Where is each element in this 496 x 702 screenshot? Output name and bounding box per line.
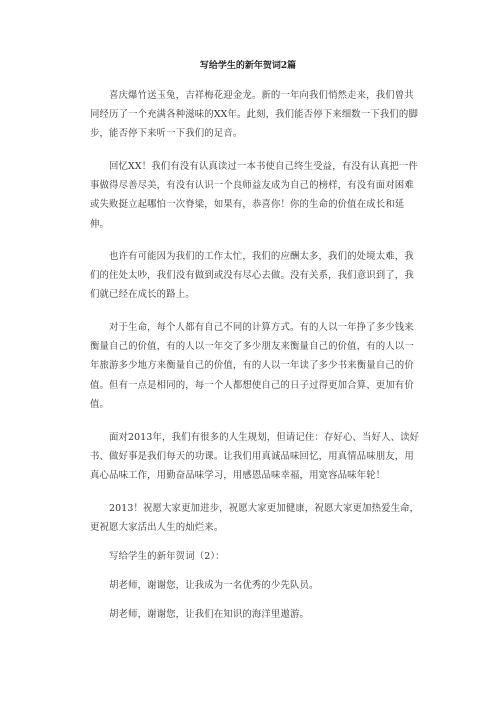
paragraph-9: 胡老师，谢谢您，让我们在知识的海洋里遨游。 <box>109 609 310 620</box>
paragraph-2: 回忆XX！我们有没有认真读过一本书使自己终生受益，有没有认真把一件事做得尽善尽美，有没有认识一个良师益友成为自己的榜样，有没有面对困难或失败挺立起哪怕一次脊梁，如果有，恭喜你！你的生命的价值在成长和延伸。 <box>90 161 418 230</box>
paragraph-8: 胡老师，谢谢您，让我成为一名优秀的少先队员。 <box>109 580 319 591</box>
paragraph-4: 对于生命，每个人都有自己不同的计算方式。有的人以一年挣了多少钱来衡量自己的价值，有的人以一年交了多少朋友来衡量自己的价值，有的人以一年旅游多少地方来衡量自己的价值，有的人以一年读了多少书来衡量自己的价值。但有一点是相同的，每一个人都想使自己的日子过得更加合算、更加有价值。 <box>90 322 414 410</box>
paragraph-1: 喜庆爆竹送玉兔，吉祥梅花迎金龙。新的一年向我们悄然走来，我们曾共同经历了一个充满各种滋味的XX年。此刻，我们能否停下来细数一下我们的脚步，能否停下来听一下我们的足音。 <box>90 90 418 140</box>
paragraph-6: 2013！祝愿大家更加进步，祝愿大家更加健康，祝愿大家更加热爱生命，更祝愿大家活出人生的灿烂来。 <box>90 503 420 534</box>
paragraph-3: 也许有可能因为我们的工作太忙，我们的应酬太多，我们的处境太难，我们的住处太吵，我们没有做到或没有尽心去做。没有关系，我们意识到了，我们就已经在成长的路上。 <box>90 251 414 301</box>
paragraph-7: 写给学生的新年贺词（2）： <box>109 551 225 562</box>
paragraph-5: 面对2013年，我们有很多的人生规划，但请记住：存好心、当好人、读好书、做好事是我们每天的功课。让我们用真诚品味回忆，用真情品味朋友，用真心品味工作，用勤奋品味学习，用感恩品味幸福，用宽容品味年轮！ <box>90 432 420 482</box>
document-title: 写给学生的新年贺词2篇 <box>199 61 297 71</box>
